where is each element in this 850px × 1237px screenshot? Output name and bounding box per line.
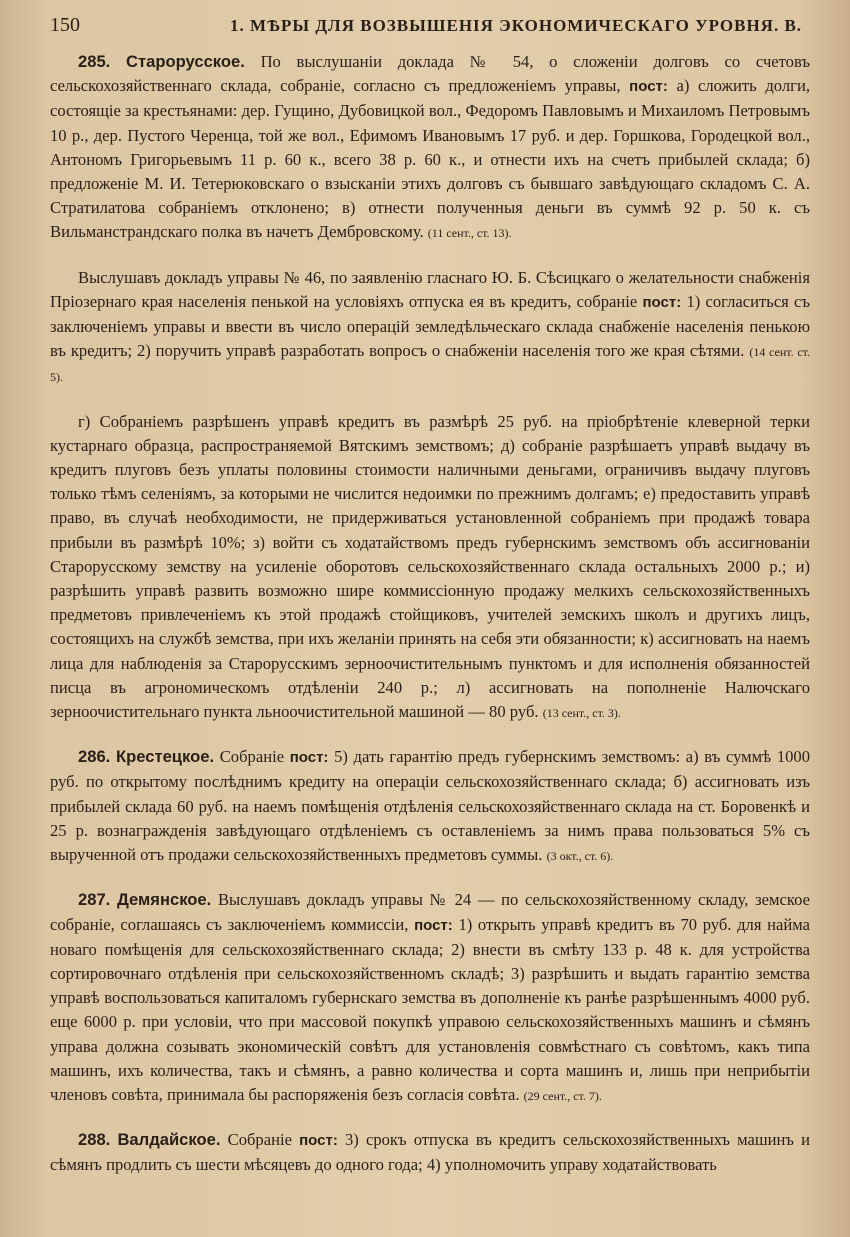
resolution-marker: пост: [289, 749, 329, 767]
paragraph [50, 266, 810, 390]
paragraph-body: 1) открыть управѣ кредитъ въ 70 руб. для найма новаго помѣщенія для сельскохозяйственнаго склада; 2) внести въ смѣту 133 р. 48 к. для устройства сортировочнаго отдѣленія при сельскохозяйственномъ складѣ; 3) разрѣшить и выдать гарантію земства управѣ воспользоваться капиталомъ губернскаго земства въ дополненіе къ ранѣе разрѣшеннымъ 4000 руб. еще 6000 р. при условіи, что при массовой покупкѣ управою сельскохозяйственныхъ машинъ и сѣмянъ управа должна созывать экономическій совѣтъ для установленія совмѣстнаго съ совѣтомъ, какъ типа машинъ, ихъ количества, такъ и сѣмянъ, а равно количества и сорта машинъ и, лишь при неприбытіи членовъ совѣта, принимала бы распоряженія безъ согласія совѣта. [50, 914, 810, 1104]
paragraph [50, 50, 810, 246]
running-head: 1. МѢРЫ ДЛЯ ВОЗВЫШЕНІЯ ЭКОНОМИЧЕСКАГО УРОВНЯ. В. [230, 16, 803, 35]
page-header [50, 14, 810, 50]
district-name: Старорусское. [126, 52, 245, 71]
paragraph-intro: Собраніе [227, 1130, 292, 1150]
district-name: Крестецкое. [115, 747, 215, 767]
paragraph [50, 410, 810, 726]
entry-number: 285. [78, 52, 111, 71]
entry-286 [50, 745, 810, 868]
entry-288 [50, 1128, 810, 1177]
paragraph-intro: По выслушаніи доклада № 54, о сложеніи долговъ со счетовъ сельскохозяйственнаго склада, собраніе, согласно съ предложеніемъ управы, [50, 52, 810, 96]
entry-number: 288. [78, 1130, 111, 1150]
paragraph-body: 5) дать гарантію предъ губернскимъ земствомъ: а) въ суммѣ 1000 руб. по открытому послѣднимъ кредиту на операціи сельскохозяйственнаго склада; б) ассигновать изъ прибылей склада 60 руб. на наемъ помѣщенія отдѣленія сельскохозяйственнаго склада на ст. Боровенкѣ и 25 р. вознагражденія завѣдующаго отдѣленіемъ съ оставленіемъ за нимъ права пользоваться 5% съ вырученной отъ продажи сельскохозяйственныхъ предметовъ суммы. [50, 747, 811, 865]
paragraph [50, 745, 810, 868]
entry-285-hemp [50, 266, 810, 390]
district-name: Валдайское. [117, 1130, 221, 1150]
session-citation: (13 сент., ст. 3). [542, 706, 621, 721]
paragraph-body: 1) согласиться съ заключеніемъ управы и ввести въ число операцій земледѣльческаго склада снабженіе населенія пенькою въ кредитъ; 2) поручить управѣ разработать вопросъ о снабженіи населенія того же края сѣтями. [50, 291, 810, 361]
paragraph-intro: Выслушавъ докладъ управы № 24 — по сельскохозяйственному складу, земское собраніе, соглашаясь съ заключеніемъ коммиссіи, [50, 890, 810, 934]
entry-number: 286. [78, 747, 111, 767]
paragraph-body: г) Собраніемъ разрѣшенъ управѣ кредитъ въ размѣрѣ 25 руб. на пріобрѣтеніе клеверной терки кустарнаго образца, распространяемой Вятскимъ земствомъ; д) собраніе разрѣшаетъ управѣ выдачу въ кредитъ плуговъ безъ уплаты половины стоимости наличными деньгами, ограничивъ выдачу плуговъ только тѣмъ селеніямъ, за которыми не числится недоимки по прежнимъ долгамъ; е) предоставить управѣ право, въ случаѣ необходимости, не придерживаться установленной собраніемъ при продажѣ товара прибыли въ размѣрѣ 10%; з) войти съ ходатайствомъ предъ губернскимъ земствомъ объ ассигнованіи Старорусскому земству на усиленіе оборотовъ сельскохозяйственнаго склада остальныхъ 2000 р.; и) разрѣшить управѣ развить возможно шире коммиссіонную продажу мелкихъ сельскохозяйственныхъ предметовъ привлеченіемъ къ этой продажѣ стойщиковъ, учителей земскихъ школъ и другихъ лицъ, состоящихъ на службѣ земства, при ихъ желаніи принять на себя эти обязанности; к) ассигновать на наемъ лица для наблюденія за Старорусскимъ зерноочистительнымъ пунктомъ и для исполненія обязанностей писца въ агрономическомъ отдѣленіи 240 р.; л) ассигновать на пополненіе Налючскаго зерноочистительнаго пункта льноочистительной машиной — 80 руб. [50, 411, 810, 722]
entry-285-credits [50, 410, 810, 726]
session-citation: (3 окт., ст. 6). [546, 849, 614, 864]
session-citation: (11 сент., ст. 13). [427, 226, 512, 241]
entry-number: 287. [78, 890, 111, 910]
session-citation: (29 сент., ст. 7). [523, 1088, 602, 1103]
paragraph [50, 1128, 810, 1177]
paragraph-body: а) сложить долги, состоящіе за крестьянами: дер. Гущино, Дубовицкой вол., Федоромъ Павловымъ и Михаиломъ Петровымъ 10 р., дер. Пустого Черенца, той же вол., Ефимомъ Ивановымъ 17 руб. и дер. Горшкова, Городецкой вол., Антономъ Григорьевымъ 11 р. 60 к., всего 38 р. 60 к., и отнести ихъ на счетъ прибылей склада; б) предложеніе М. И. Тетерюковскаго о взысканіи этихъ долговъ съ бывшаго завѣдующаго складомъ С. А. Стратилатова собраніемъ отклонено; в) отнести полученныя деньги въ суммѣ 92 р. 50 к. съ Вильманстрандскаго полка въ начетъ Дембровскому. [50, 76, 810, 242]
session-citation: (14 сент. ст. 5). [50, 345, 810, 385]
paragraph [50, 888, 810, 1108]
district-name: Демянское. [116, 890, 212, 910]
resolution-marker: пост: [629, 78, 668, 96]
resolution-marker: пост: [414, 916, 453, 934]
paragraph-intro: Выслушавъ докладъ управы № 46, по заявленію гласнаго Ю. Б. Сѣсицкаго о желательности снабженія Пріозернаго края населенія пенькой на условіяхъ отпуска ея въ кредитъ, собраніе [50, 267, 810, 311]
paragraph-intro: Собраніе [219, 747, 285, 767]
entry-285 [50, 50, 810, 246]
entry-287 [50, 888, 810, 1108]
resolution-marker: пост: [299, 1132, 338, 1150]
page-number: 150 [50, 14, 80, 36]
paragraph-body: 3) срокъ отпуска въ кредитъ сельскохозяйственныхъ машинъ и сѣмянъ продлить съ шести мѣсяцевъ до одного года; 4) уполномочить управу ходатайствовать [50, 1130, 811, 1175]
resolution-marker: пост: [642, 293, 682, 311]
